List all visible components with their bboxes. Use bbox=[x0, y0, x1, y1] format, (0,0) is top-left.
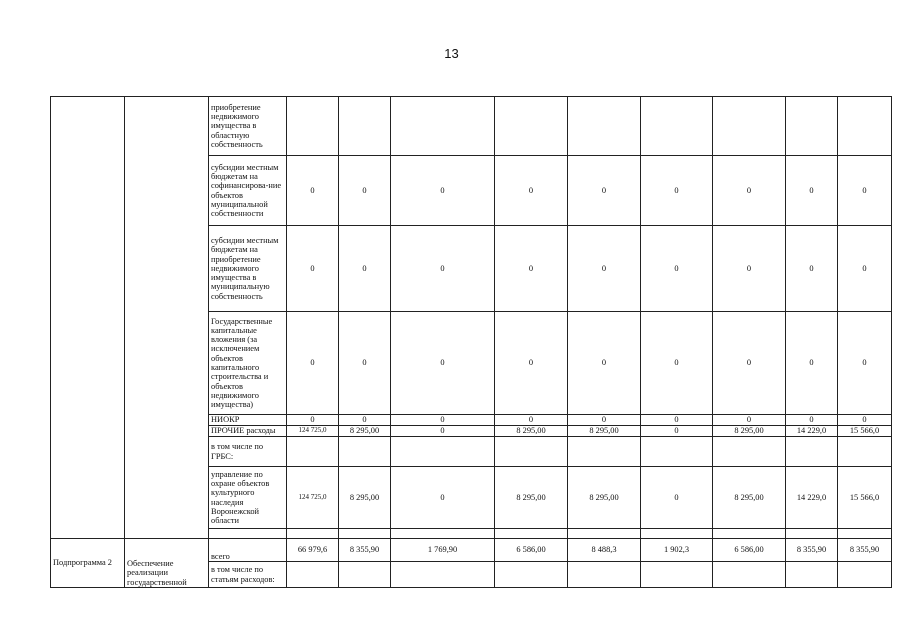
empty-cell bbox=[339, 529, 391, 539]
value-cell: 8 295,00 bbox=[339, 467, 391, 529]
value-cell: 124 725,0 bbox=[287, 467, 339, 529]
value-cell bbox=[287, 97, 339, 156]
row-label: в том числе по статьям расходов: bbox=[209, 562, 287, 588]
value-cell bbox=[287, 437, 339, 467]
value-cell: 8 488,3 bbox=[568, 539, 641, 562]
row-label: ПРОЧИЕ расходы bbox=[209, 426, 287, 437]
value-cell: 0 bbox=[391, 226, 495, 312]
row-label: Государственные капитальные вложения (за исключением объектов капитального строительства и объектов недвижимого имущества) bbox=[209, 312, 287, 415]
value-cell: 0 bbox=[713, 156, 786, 226]
value-cell bbox=[641, 97, 713, 156]
subprogram-total-row bbox=[51, 539, 892, 562]
empty-cell bbox=[568, 529, 641, 539]
empty-cell bbox=[287, 562, 339, 588]
value-cell: 0 bbox=[568, 415, 641, 426]
value-cell: 15 566,0 bbox=[838, 467, 892, 529]
value-cell: 0 bbox=[641, 415, 713, 426]
value-cell bbox=[641, 437, 713, 467]
row-label: субсидии местным бюджетам на приобретение недвижимого имущества в муниципальную собственность bbox=[209, 226, 287, 312]
value-cell: 0 bbox=[391, 156, 495, 226]
value-cell: 0 bbox=[287, 312, 339, 415]
value-cell: 8 295,00 bbox=[713, 426, 786, 437]
subprogram-code: Подпрограмма 2 bbox=[51, 539, 125, 588]
empty-cell bbox=[495, 562, 568, 588]
empty-cell bbox=[641, 529, 713, 539]
value-cell: 0 bbox=[495, 312, 568, 415]
value-cell bbox=[391, 97, 495, 156]
value-cell: 14 229,0 bbox=[786, 467, 838, 529]
row-label: приобретение недвижимого имущества в областную собственность bbox=[209, 97, 287, 156]
value-cell: 0 bbox=[713, 226, 786, 312]
value-cell: 66 979,6 bbox=[287, 539, 339, 562]
value-cell: 0 bbox=[713, 415, 786, 426]
value-cell: 0 bbox=[786, 415, 838, 426]
value-cell: 14 229,0 bbox=[786, 426, 838, 437]
value-cell: 0 bbox=[495, 226, 568, 312]
empty-cell bbox=[495, 529, 568, 539]
empty-cell bbox=[568, 562, 641, 588]
value-cell bbox=[495, 97, 568, 156]
value-cell: 0 bbox=[495, 156, 568, 226]
value-cell: 0 bbox=[287, 415, 339, 426]
value-cell bbox=[568, 437, 641, 467]
value-cell: 8 295,00 bbox=[568, 467, 641, 529]
value-cell bbox=[713, 437, 786, 467]
value-cell: 124 725,0 bbox=[287, 426, 339, 437]
row-label: НИОКР bbox=[209, 415, 287, 426]
row-label: субсидии местным бюджетам на софинансирова-ние объектов муниципальной собственности bbox=[209, 156, 287, 226]
value-cell: 0 bbox=[568, 312, 641, 415]
value-cell: 8 295,00 bbox=[568, 426, 641, 437]
page-number: 13 bbox=[444, 46, 459, 61]
value-cell: 6 586,00 bbox=[495, 539, 568, 562]
value-cell bbox=[786, 437, 838, 467]
value-cell bbox=[339, 97, 391, 156]
value-cell: 0 bbox=[838, 415, 892, 426]
value-cell: 0 bbox=[339, 415, 391, 426]
table-row bbox=[51, 97, 892, 156]
value-cell: 0 bbox=[838, 156, 892, 226]
value-cell: 0 bbox=[641, 156, 713, 226]
subprogram-name: Обеспечение реализации государственной bbox=[125, 539, 209, 588]
value-cell: 8 355,90 bbox=[786, 539, 838, 562]
value-cell: 0 bbox=[568, 226, 641, 312]
empty-cell bbox=[287, 529, 339, 539]
value-cell: 0 bbox=[391, 426, 495, 437]
value-cell: 0 bbox=[495, 415, 568, 426]
row-label: всего bbox=[209, 539, 287, 562]
empty-cell bbox=[838, 529, 892, 539]
empty-cell bbox=[391, 562, 495, 588]
empty-cell bbox=[391, 529, 495, 539]
value-cell: 0 bbox=[339, 226, 391, 312]
value-cell: 0 bbox=[339, 312, 391, 415]
empty-cell bbox=[641, 562, 713, 588]
value-cell bbox=[713, 97, 786, 156]
value-cell: 0 bbox=[838, 226, 892, 312]
value-cell: 8 295,00 bbox=[495, 467, 568, 529]
value-cell: 0 bbox=[641, 467, 713, 529]
value-cell: 0 bbox=[287, 226, 339, 312]
row-label: управление по охране объектов культурного наследия Воронежской области bbox=[209, 467, 287, 529]
value-cell: 0 bbox=[838, 312, 892, 415]
value-cell: 0 bbox=[641, 226, 713, 312]
value-cell: 0 bbox=[786, 312, 838, 415]
empty-cell bbox=[838, 562, 892, 588]
value-cell bbox=[838, 437, 892, 467]
value-cell: 0 bbox=[339, 156, 391, 226]
value-cell: 8 295,00 bbox=[495, 426, 568, 437]
empty-cell bbox=[209, 529, 287, 539]
value-cell: 1 769,90 bbox=[391, 539, 495, 562]
value-cell: 8 295,00 bbox=[713, 467, 786, 529]
value-cell: 15 566,0 bbox=[838, 426, 892, 437]
value-cell bbox=[568, 97, 641, 156]
empty-cell bbox=[713, 529, 786, 539]
value-cell: 1 902,3 bbox=[641, 539, 713, 562]
empty-cell bbox=[339, 562, 391, 588]
value-cell: 0 bbox=[391, 415, 495, 426]
value-cell: 8 355,90 bbox=[838, 539, 892, 562]
value-cell: 0 bbox=[641, 312, 713, 415]
empty-name-cell bbox=[125, 97, 209, 539]
value-cell: 6 586,00 bbox=[713, 539, 786, 562]
value-cell: 0 bbox=[568, 156, 641, 226]
value-cell: 0 bbox=[391, 312, 495, 415]
row-label: в том числе по ГРБС: bbox=[209, 437, 287, 467]
empty-code-cell bbox=[51, 97, 125, 539]
empty-cell bbox=[786, 562, 838, 588]
value-cell bbox=[391, 437, 495, 467]
empty-cell bbox=[786, 529, 838, 539]
value-cell: 8 295,00 bbox=[339, 426, 391, 437]
value-cell: 0 bbox=[713, 312, 786, 415]
budget-table bbox=[50, 96, 892, 588]
value-cell: 0 bbox=[786, 226, 838, 312]
value-cell bbox=[786, 97, 838, 156]
value-cell: 0 bbox=[786, 156, 838, 226]
value-cell: 8 355,90 bbox=[339, 539, 391, 562]
value-cell: 0 bbox=[287, 156, 339, 226]
value-cell: 0 bbox=[641, 426, 713, 437]
value-cell bbox=[339, 437, 391, 467]
value-cell bbox=[838, 97, 892, 156]
value-cell bbox=[495, 437, 568, 467]
empty-cell bbox=[713, 562, 786, 588]
value-cell: 0 bbox=[391, 467, 495, 529]
